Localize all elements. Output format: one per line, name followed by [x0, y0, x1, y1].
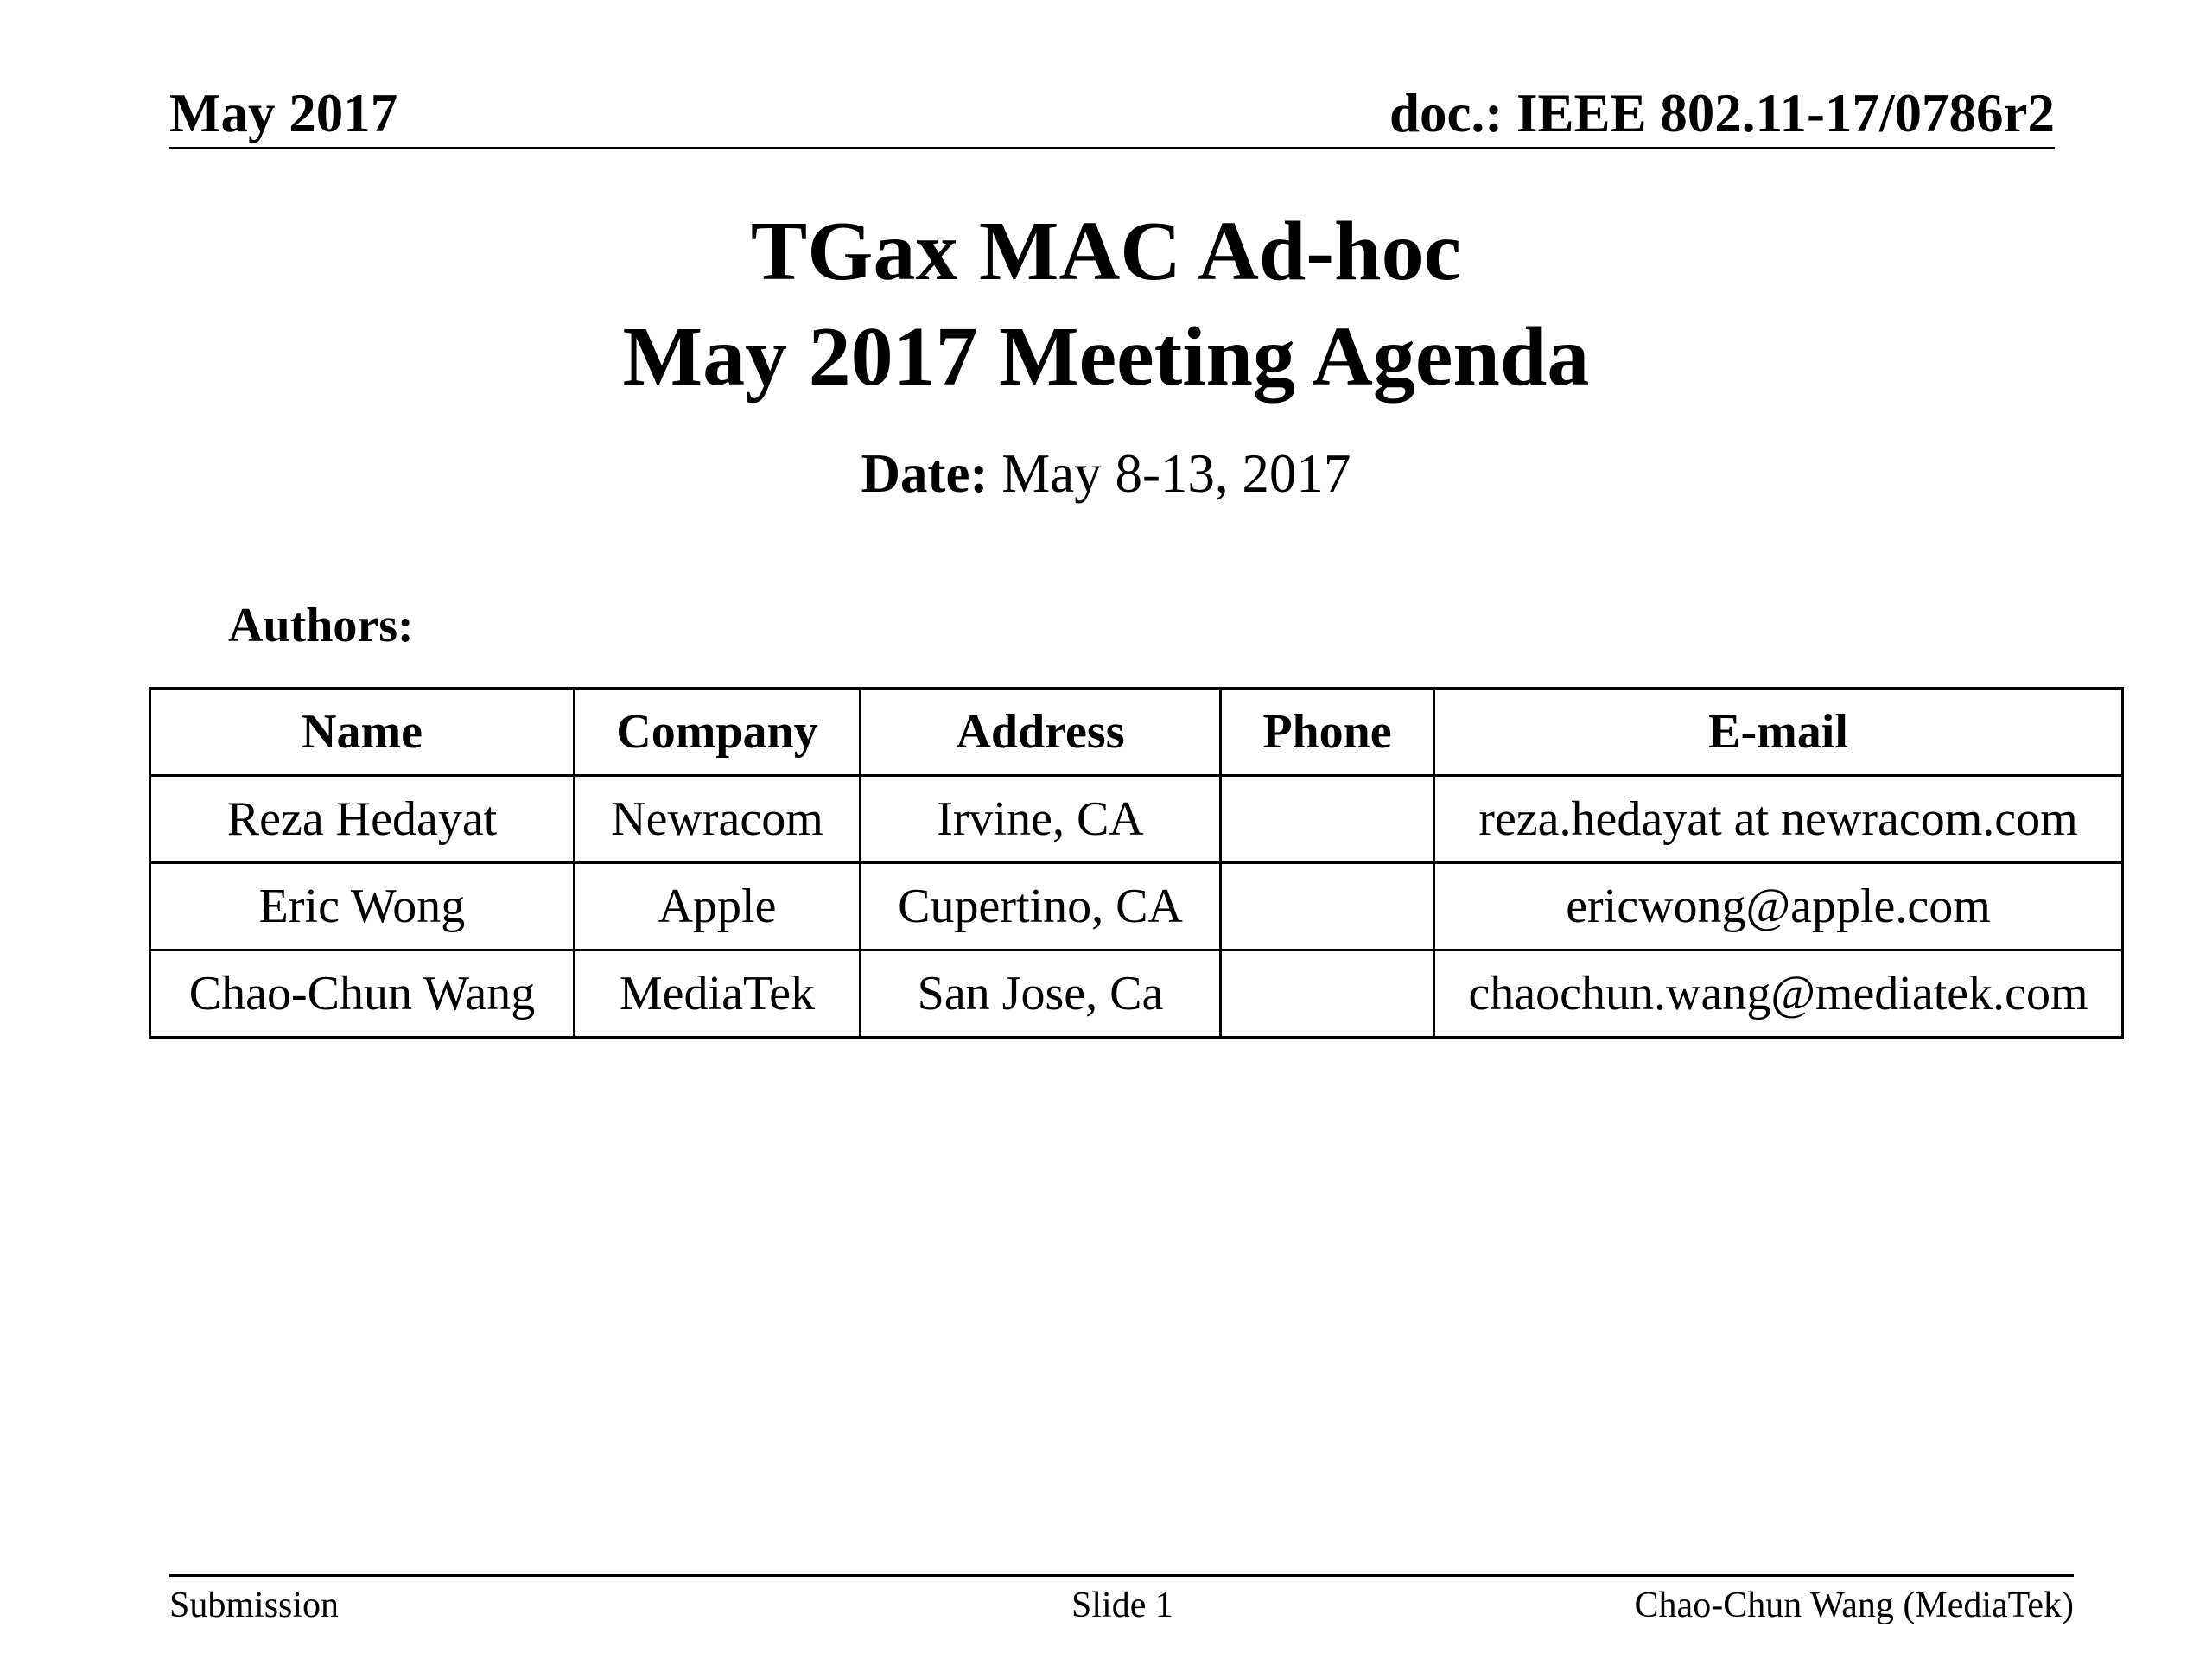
- table-row: [150, 776, 2123, 863]
- author-phone: [1221, 863, 1434, 950]
- slide-title: [0, 199, 2212, 410]
- author-address: San Jose, Ca: [861, 950, 1221, 1038]
- table-row: [150, 950, 2123, 1038]
- authors-label: Authors:: [228, 599, 414, 652]
- footer-submission: Submission: [169, 1586, 340, 1625]
- author-address: Cupertino, CA: [861, 863, 1221, 950]
- table-header-row: [150, 689, 2123, 776]
- slide-footer: [169, 1574, 2074, 1629]
- date-label: Date:: [861, 443, 988, 504]
- author-email: chaochun.wang@mediatek.com: [1434, 950, 2123, 1038]
- header-doc-id: doc.: IEEE 802.11-17/0786r2: [1389, 83, 2055, 143]
- column-header-address: Address: [861, 689, 1221, 776]
- author-name: Eric Wong: [150, 863, 575, 950]
- column-header-phone: Phone: [1221, 689, 1434, 776]
- column-header-name: Name: [150, 689, 575, 776]
- author-company: Apple: [575, 863, 861, 950]
- author-name: Reza Hedayat: [150, 776, 575, 863]
- author-name: Chao-Chun Wang: [150, 950, 575, 1038]
- author-email: ericwong@apple.com: [1434, 863, 2123, 950]
- author-email: reza.hedayat at newracom.com: [1434, 776, 2123, 863]
- column-header-company: Company: [575, 689, 861, 776]
- authors-table: [149, 687, 2124, 1039]
- author-address: Irvine, CA: [861, 776, 1221, 863]
- footer-author: Chao-Chun Wang (MediaTek): [1634, 1586, 2074, 1625]
- author-phone: [1221, 776, 1434, 863]
- header-date: May 2017: [169, 83, 398, 143]
- title-line-2: May 2017 Meeting Agenda: [622, 310, 1590, 404]
- title-line-1: TGax MAC Ad-hoc: [750, 205, 1462, 298]
- table-row: [150, 863, 2123, 950]
- date-value: May 8-13, 2017: [988, 443, 1351, 504]
- meeting-date: [0, 439, 2212, 508]
- footer-slide-number: Slide 1: [1071, 1586, 1173, 1625]
- author-company: Newracom: [575, 776, 861, 863]
- author-company: MediaTek: [575, 950, 861, 1038]
- slide-header: [169, 79, 2055, 149]
- column-header-email: E-mail: [1434, 689, 2123, 776]
- author-phone: [1221, 950, 1434, 1038]
